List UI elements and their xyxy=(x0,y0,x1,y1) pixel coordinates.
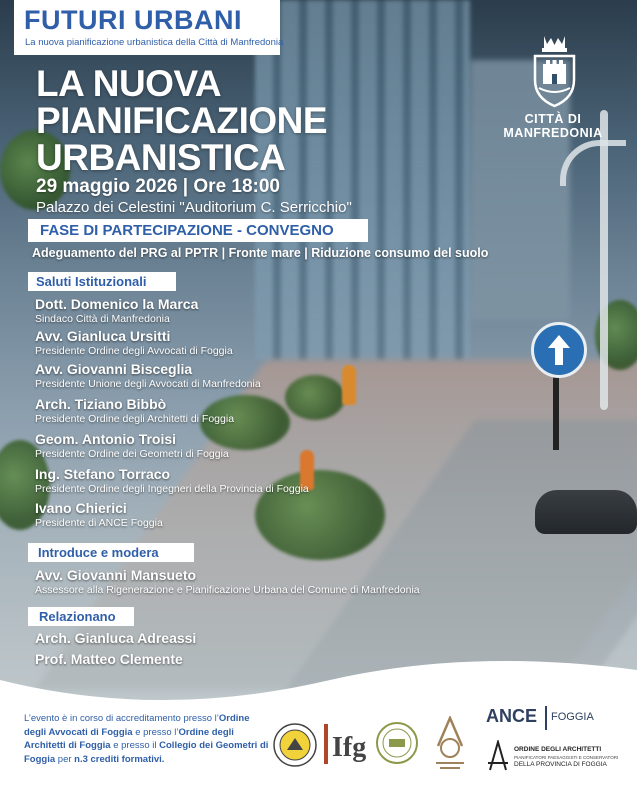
architects-logo-line-1: ORDINE DEGLI ARCHITETTI xyxy=(514,746,602,753)
moderator-name: Avv. Giovanni Mansueto xyxy=(35,567,197,583)
speaker-name: Arch. Gianluca Adreassi xyxy=(35,630,197,646)
speaker-role: Presidente Ordine degli Architetti di Foggia xyxy=(35,413,235,425)
city-name-line-1: CITTÀ DI xyxy=(524,112,582,126)
speaker-name: Dott. Domenico la Marca xyxy=(35,296,199,312)
tree-decoration xyxy=(285,375,345,420)
ance-logo-city: FOGGIA xyxy=(551,711,594,723)
speaker-role: Presidente di ANCE Foggia xyxy=(35,517,163,529)
event-topics: Adeguamento del PRG al PPTR | Fronte mare | Riduzione consumo del suolo xyxy=(32,246,489,260)
moderator-role: Assessore alla Rigenerazione e Pianificazione Urbana del Comune di Manfredonia xyxy=(35,584,420,596)
ance-logo-separator xyxy=(545,706,547,730)
greetings-section-label: Saluti Istituzionali xyxy=(36,274,147,289)
city-crest-icon xyxy=(527,30,582,108)
speaker-name: Avv. Gianluca Ursitti xyxy=(35,328,171,344)
note-highlight: Ordine degli Architetti di Foggia xyxy=(24,726,234,751)
background-building xyxy=(255,0,470,360)
architects-logo-line-3: DELLA PROVINCIA DI FOGGIA xyxy=(514,761,607,768)
ingegneri-logo-icon xyxy=(322,720,372,770)
ance-logo: ANCE xyxy=(486,706,538,726)
speaker-name: Ing. Stefano Torraco xyxy=(35,466,171,482)
main-title-line-3: URBANISTICA xyxy=(36,137,286,178)
city-name xyxy=(498,112,608,140)
speaker-name: Geom. Antonio Troisi xyxy=(35,431,177,447)
speaker-name: Arch. Tiziano Bibbò xyxy=(35,396,167,412)
moderator-section-label: Introduce e modera xyxy=(38,545,159,560)
speaker-role: Presidente Unione degli Avvocati di Manfredonia xyxy=(35,378,261,390)
car-decoration xyxy=(535,490,637,534)
note-text: L’evento è in corso di accreditamento presso l’ xyxy=(24,713,219,724)
note-highlight: Collegio dei Geometri di Foggia xyxy=(24,740,269,765)
note-text: per xyxy=(55,753,75,765)
lex-seal-icon xyxy=(375,720,419,766)
arrow-up-sign-icon xyxy=(531,322,587,378)
speaker-role: Sindaco Città di Manfredonia xyxy=(35,313,170,325)
phase-label: FASE DI PARTECIPAZIONE - CONVEGNO xyxy=(40,222,334,239)
geometri-seal-icon xyxy=(272,722,318,768)
note-highlight: n.3 crediti formativi. xyxy=(74,753,165,765)
note-text: e presso il xyxy=(110,740,160,751)
main-title-line-1: LA NUOVA xyxy=(36,63,222,104)
speaker-role: Presidente Ordine degli Avvocati di Foggia xyxy=(35,345,233,357)
header-title: FUTURI URBANI xyxy=(24,5,242,35)
city-name-line-2: MANFREDONIA xyxy=(503,126,603,140)
speakers-section-label: Relazionano xyxy=(39,609,116,624)
speaker-name: Avv. Giovanni Bisceglia xyxy=(35,361,193,377)
speaker-role: Presidente Ordine degli Ingegneri della Provincia di Foggia xyxy=(35,483,309,495)
architects-logo-line-2: PIANIFICATORI PAESAGGISTI E CONSERVATORI xyxy=(514,755,619,760)
svg-text:Ifg: Ifg xyxy=(332,732,367,763)
accreditation-note xyxy=(24,712,269,766)
speaker-name: Ivano Chierici xyxy=(35,500,127,516)
header-subtitle: La nuova pianificazione urbanistica della Città di Manfredonia xyxy=(25,37,284,48)
avvocati-logo-icon xyxy=(432,716,468,774)
note-text: e presso l’ xyxy=(132,726,179,738)
speaker-name: Prof. Matteo Clemente xyxy=(35,651,183,667)
main-title-line-2: PIANIFICAZIONE xyxy=(36,100,328,141)
speaker-role: Presidente Ordine dei Geometri di Foggia xyxy=(35,448,229,460)
event-venue: Palazzo dei Celestini "Auditorium C. Serricchio" xyxy=(36,199,352,216)
figurine-decoration xyxy=(342,365,356,405)
event-date-time: 29 maggio 2026 | Ore 18:00 xyxy=(36,176,281,197)
note-highlight: Ordine degli Avvocati di Foggia xyxy=(24,713,250,738)
architetti-logo-icon xyxy=(486,740,510,772)
